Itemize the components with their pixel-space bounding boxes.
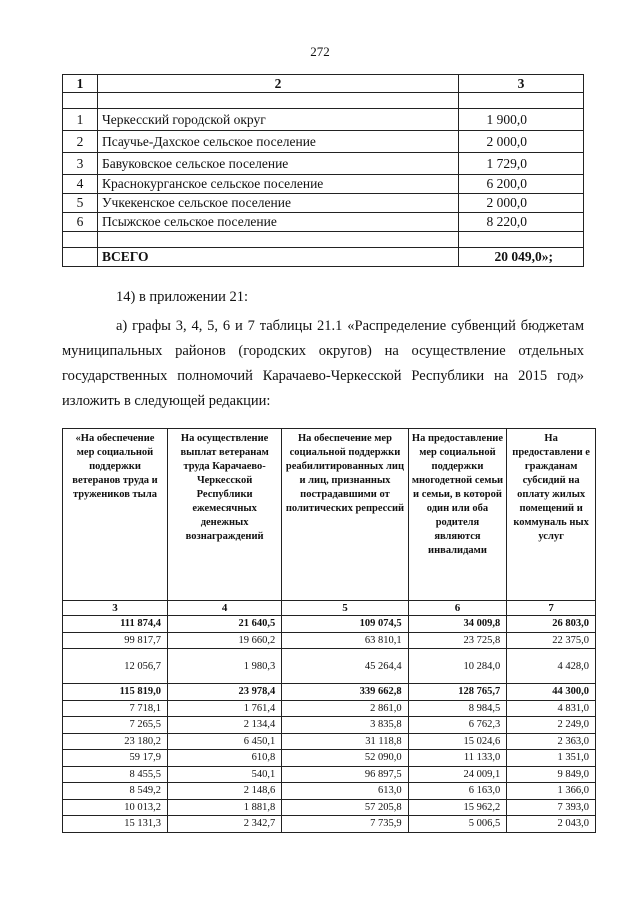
column-number: 6 <box>408 601 507 616</box>
header-cell: 1 <box>63 75 98 93</box>
header-cell: На обеспечение мер социальной поддержки реабилитированных лиц и лиц, признанных пострадавшими от политических репрессий <box>282 429 408 601</box>
data-cell: 12 056,7 <box>63 649 168 684</box>
column-number: 5 <box>282 601 408 616</box>
row-name: Псыжское сельское поселение <box>98 213 459 232</box>
paragraph-line: государственных полномочий Карачаево-Черкесской Республики на 2015 год» <box>62 368 584 384</box>
table-row <box>63 750 596 767</box>
subvention-table <box>62 428 596 833</box>
table-row <box>63 153 584 175</box>
table-header-row <box>63 75 584 93</box>
data-cell: 7 735,9 <box>282 816 408 833</box>
table-body <box>63 616 596 833</box>
header-cell: 2 <box>98 75 459 93</box>
row-name: Псаучье-Дахское сельское поселение <box>98 131 459 153</box>
data-cell: 109 074,5 <box>282 616 408 633</box>
data-cell: 128 765,7 <box>408 684 507 701</box>
data-cell: 10 013,2 <box>63 799 168 816</box>
data-cell: 6 450,1 <box>167 733 281 750</box>
row-value: 1 900,0 <box>459 109 584 131</box>
data-cell: 9 849,0 <box>507 766 596 783</box>
allocation-table <box>62 74 584 267</box>
table-row <box>63 684 596 701</box>
row-value: 8 220,0 <box>459 213 584 232</box>
data-cell: 1 351,0 <box>507 750 596 767</box>
data-cell: 34 009,8 <box>408 616 507 633</box>
body-paragraph <box>62 314 584 414</box>
data-cell: 2 043,0 <box>507 816 596 833</box>
column-number: 4 <box>167 601 281 616</box>
data-cell: 15 024,6 <box>408 733 507 750</box>
data-cell: 2 249,0 <box>507 717 596 734</box>
row-number: 4 <box>63 175 98 194</box>
data-cell: 540,1 <box>167 766 281 783</box>
table-row <box>63 799 596 816</box>
data-cell: 19 660,2 <box>167 632 281 649</box>
data-cell: 22 375,0 <box>507 632 596 649</box>
data-cell: 3 835,8 <box>282 717 408 734</box>
table-row <box>63 717 596 734</box>
data-cell: 52 090,0 <box>282 750 408 767</box>
data-cell: 31 118,8 <box>282 733 408 750</box>
table-row <box>63 632 596 649</box>
row-value: 6 200,0 <box>459 175 584 194</box>
column-number: 3 <box>63 601 168 616</box>
data-cell: 2 861,0 <box>282 700 408 717</box>
data-cell: 2 342,7 <box>167 816 281 833</box>
total-row <box>63 248 584 267</box>
paragraph-line: а) графы 3, 4, 5, 6 и 7 таблицы 21.1 «Распределение субвенций бюджетам <box>116 318 584 334</box>
data-cell: 2 134,4 <box>167 717 281 734</box>
data-cell: 2 363,0 <box>507 733 596 750</box>
table-spacer-row <box>63 232 584 248</box>
data-cell: 63 810,1 <box>282 632 408 649</box>
row-name: Бавуковское сельское поселение <box>98 153 459 175</box>
column-number-row <box>63 601 596 616</box>
data-cell: 59 17,9 <box>63 750 168 767</box>
table-row <box>63 213 584 232</box>
data-cell: 610,8 <box>167 750 281 767</box>
header-cell: «На обеспечение мер социальной поддержки ветеранов труда и тружеников тыла <box>63 429 168 601</box>
data-cell: 21 640,5 <box>167 616 281 633</box>
table-row <box>63 175 584 194</box>
data-cell: 1 881,8 <box>167 799 281 816</box>
total-value: 20 049,0»; <box>459 248 584 267</box>
section-paragraph: 14) в приложении 21: <box>116 289 249 305</box>
table-row <box>63 194 584 213</box>
data-cell: 8 455,5 <box>63 766 168 783</box>
table-row <box>63 733 596 750</box>
header-cell: На осуществление выплат ветеранам труда Карачаево-Черкесской Республики ежемесячных денежных вознаграждений <box>167 429 281 601</box>
row-number: 1 <box>63 109 98 131</box>
table-row <box>63 616 596 633</box>
paragraph-line: муниципальных районов (городских округов) на осуществление отдельных <box>62 343 584 359</box>
data-cell: 5 006,5 <box>408 816 507 833</box>
row-name: Черкесский городской округ <box>98 109 459 131</box>
row-number: 2 <box>63 131 98 153</box>
data-cell: 15 962,2 <box>408 799 507 816</box>
data-cell: 1 761,4 <box>167 700 281 717</box>
header-cell: На предоставлени е гражданам субсидий на оплату жилых помещений и коммуналь ных услуг <box>507 429 596 601</box>
paragraph-line: изложить в следующей редакции: <box>62 393 271 409</box>
data-cell: 339 662,8 <box>282 684 408 701</box>
data-cell: 8 549,2 <box>63 783 168 800</box>
page-number: 272 <box>310 44 330 59</box>
data-cell: 4 831,0 <box>507 700 596 717</box>
row-name: Краснокурганское сельское поселение <box>98 175 459 194</box>
table-row <box>63 131 584 153</box>
data-cell: 15 131,3 <box>63 816 168 833</box>
row-number: 6 <box>63 213 98 232</box>
row-name: Учкекенское сельское поселение <box>98 194 459 213</box>
data-cell: 11 133,0 <box>408 750 507 767</box>
row-number: 3 <box>63 153 98 175</box>
table-row <box>63 700 596 717</box>
table-row <box>63 109 584 131</box>
data-cell: 7 718,1 <box>63 700 168 717</box>
data-cell: 44 300,0 <box>507 684 596 701</box>
table-row <box>63 783 596 800</box>
data-cell: 613,0 <box>282 783 408 800</box>
header-cell: 3 <box>459 75 584 93</box>
row-value: 2 000,0 <box>459 131 584 153</box>
data-cell: 115 819,0 <box>63 684 168 701</box>
data-cell: 4 428,0 <box>507 649 596 684</box>
total-label: ВСЕГО <box>98 248 459 267</box>
data-cell: 7 265,5 <box>63 717 168 734</box>
data-cell: 99 817,7 <box>63 632 168 649</box>
data-cell: 23 978,4 <box>167 684 281 701</box>
data-cell: 1 980,3 <box>167 649 281 684</box>
data-cell: 26 803,0 <box>507 616 596 633</box>
data-cell: 1 366,0 <box>507 783 596 800</box>
data-cell: 6 762,3 <box>408 717 507 734</box>
data-cell: 23 725,8 <box>408 632 507 649</box>
header-cell: На предоставление мер социальной поддержки многодетной семьи и семьи, в которой один или оба родителя являются инвалидами <box>408 429 507 601</box>
row-value: 2 000,0 <box>459 194 584 213</box>
data-cell: 8 984,5 <box>408 700 507 717</box>
table-row <box>63 649 596 684</box>
table-row <box>63 816 596 833</box>
row-number: 5 <box>63 194 98 213</box>
data-cell: 7 393,0 <box>507 799 596 816</box>
data-cell: 57 205,8 <box>282 799 408 816</box>
table-header-row <box>63 429 596 601</box>
data-cell: 6 163,0 <box>408 783 507 800</box>
data-cell: 111 874,4 <box>63 616 168 633</box>
table-spacer-row <box>63 93 584 109</box>
data-cell: 2 148,6 <box>167 783 281 800</box>
data-cell: 24 009,1 <box>408 766 507 783</box>
row-value: 1 729,0 <box>459 153 584 175</box>
table-row <box>63 766 596 783</box>
column-number: 7 <box>507 601 596 616</box>
data-cell: 45 264,4 <box>282 649 408 684</box>
data-cell: 23 180,2 <box>63 733 168 750</box>
data-cell: 10 284,0 <box>408 649 507 684</box>
data-cell: 96 897,5 <box>282 766 408 783</box>
